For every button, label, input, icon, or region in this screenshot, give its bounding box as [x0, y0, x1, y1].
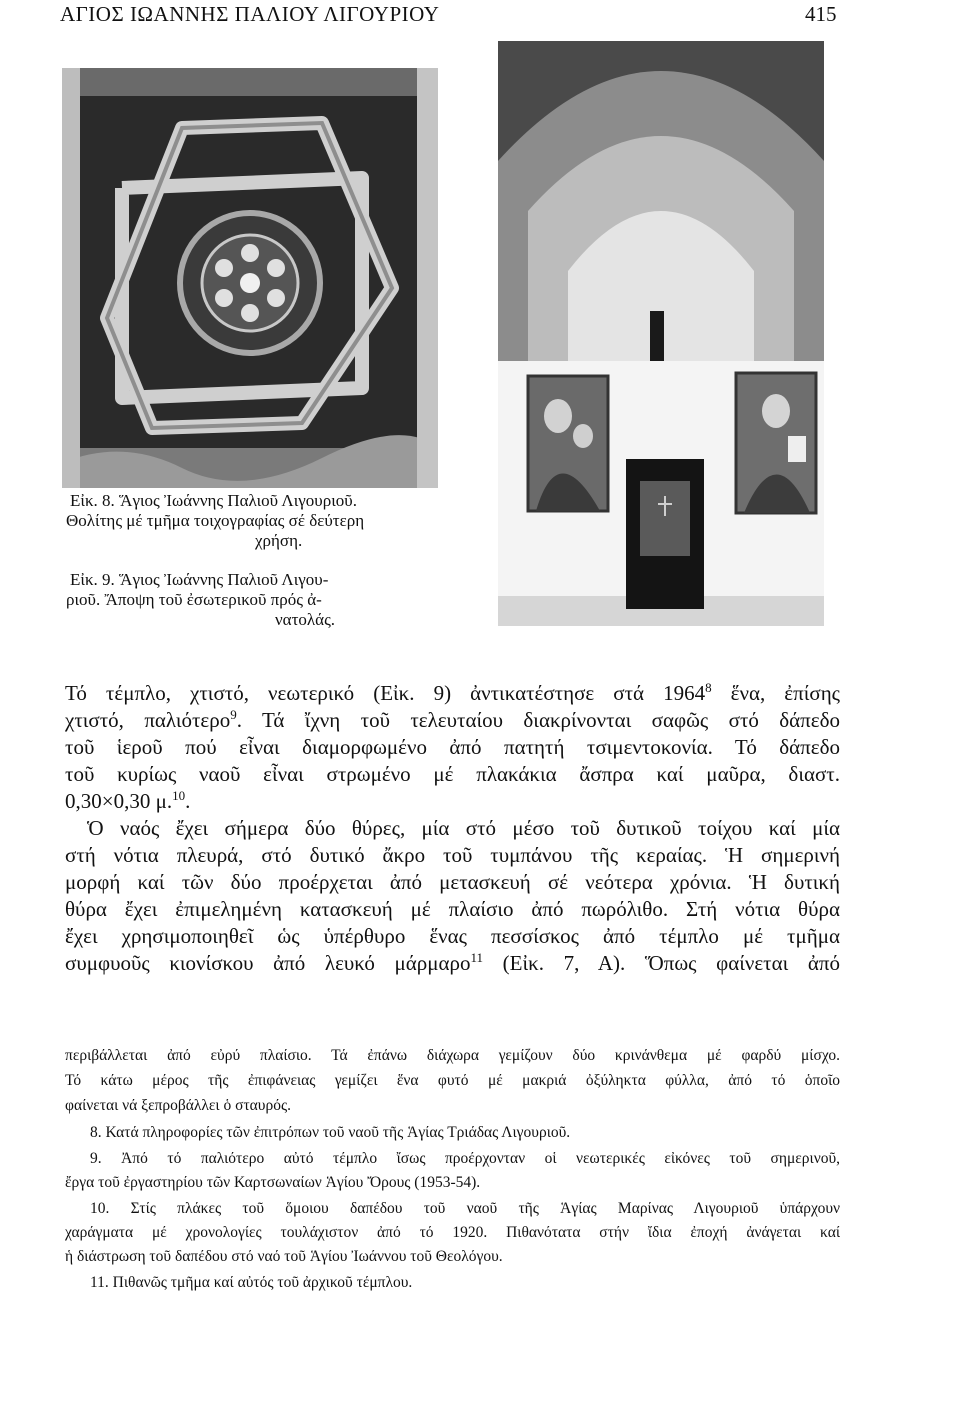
footnote-ref: 9 — [230, 707, 237, 722]
footnote-line: χαράγματα μέ χρονολογίες τουλάχιστον ἀπό τό 1920. Πιθανότατα στήν ἴδια ἐποχή ἀνάγεται καί — [65, 1224, 840, 1241]
footnote-line: 10. Στίς πλάκες τοῦ ὅμοιου δαπέδου τοῦ ναοῦ τῆς Ἁγίας Μαρίνας Λιγουριοῦ ὑπάρχουν — [90, 1200, 840, 1217]
body-paragraph-line: χτιστό, παλιότερο$^9$. Τά ἴχνη τοῦ τελευταίου διακρίνονται σαφῶς στό δάπεδο — [65, 707, 840, 732]
page-number: 415 — [805, 2, 837, 26]
footnote-line: ἔργα τοῦ ἐργαστηρίου τῶν Καρτσωναίων Ἁγίου Ὄρους (1953-54). — [65, 1174, 481, 1191]
footnote-line: 9. Ἀπό τό παλιότερο αὐτό τέμπλο ἴσως προέρχονταν οἱ νεωτερικές εἰκόνες τοῦ σημερινοῦ, — [90, 1150, 840, 1167]
figure-8-caption-line: Θολίτης μέ τμῆμα τοιχογραφίας σέ δεύτερη — [66, 511, 365, 530]
figure-9-caption-line: ριοῦ. Ἄποψη τοῦ ἐσωτερικοῦ πρός ἀ- — [66, 590, 322, 609]
footnote-line: ἡ διάστρωση τοῦ δαπέδου στό ναό τοῦ Ἁγίου Ἰωάννου τοῦ Θεολόγου. — [65, 1248, 503, 1265]
body-paragraph-line: Τό τέμπλο, χτιστό, νεωτερικό (Εἰκ. 9) ἀντικατέστησε στά 1964$^8$ ἕνα, ἐπίσης — [65, 680, 840, 705]
figure-9-photo — [498, 41, 824, 626]
footnote-line: 8. Κατά πληροφορίες τῶν ἐπιτρόπων τοῦ ναοῦ τῆς Ἁγίας Τριάδας Λιγουριοῦ. — [90, 1124, 571, 1141]
footnote-ref: 8 — [705, 680, 712, 695]
figure-8-caption-line: χρήση. — [255, 531, 303, 550]
footnote-line: περιβάλλεται ἀπό εὐρύ πλαίσιο. Τά ἐπάνω διάχωρα γεμίζουν δύο κρινάνθεμα μέ φαρδύ μίσχο. — [65, 1047, 840, 1064]
figure-8-caption-line: Εἰκ. 8. Ἅγιος Ἰωάννης Παλιοῦ Λιγουριοῦ. — [70, 491, 357, 510]
body-paragraph-line: στή νότια πλευρά, στό δυτικό ἄκρο τοῦ τυμπάνου τῆς κεραίας. Ἡ σημερινή — [65, 843, 840, 867]
body-paragraph-line: συμφυοῦς κιονίσκου ἀπό λευκό μάρμαρο$^{11}$ (Εἰκ. 7, Α). Ὅπως φαίνεται ἀπό — [65, 950, 840, 975]
body-paragraph-line: τοῦ ἱεροῦ πού εἶναι διαμορφωμένο ἀπό πατητή τσιμεντοκονία. Τό δάπεδο — [65, 735, 840, 759]
body-paragraph-line: θύρα ἔχει ἐπιμελημένη κατασκευή μέ πλαίσιο ἀπό πωρόλιθο. Στή νότια θύρα — [65, 897, 840, 921]
body-paragraph-line: ἔχει χρησιμοποιηθεῖ ὡς ὑπέρθυρο ἕνας πεσσίσκος ἀπό τέμπλο μέ τμῆμα — [65, 924, 840, 948]
body-paragraph-line: 0,30×0,30 μ.$^{10}$. — [65, 788, 191, 813]
figure-9-illustration — [498, 41, 824, 626]
footnote-line: 11. Πιθανῶς τμῆμα καί αὐτός τοῦ ἀρχικοῦ τέμπλου. — [90, 1274, 413, 1291]
footnote-line: φαίνεται νά ξεπροβάλλει ὁ σταυρός. — [65, 1097, 291, 1114]
footnote-line: Τό κάτω μέρος τῆς ἐπιφάνειας γεμίζει ἕνα φυτό μέ μακριά ὀξύληκτα φύλλα, ἀπό τό ὁποῖο — [65, 1072, 840, 1089]
figure-8-photo — [62, 68, 438, 488]
footnote-ref: 10 — [172, 788, 186, 803]
body-paragraph-line: Ὁ ναός ἔχει σήμερα δύο θύρες, μία στό μέσο τοῦ δυτικοῦ τοίχου καί μία — [87, 816, 840, 840]
figure-8-illustration — [62, 68, 438, 488]
running-header-title: ΑΓΙΟΣ ΙΩΑΝΝΗΣ ΠΑΛΙΟΥ ΛΙΓΟΥΡΙΟΥ — [60, 2, 440, 26]
footnote-ref: 11 — [470, 950, 484, 965]
figure-9-caption-line: νατολάς. — [275, 610, 336, 629]
body-paragraph-line: τοῦ κυρίως ναοῦ εἶναι στρωμένο μέ πλακάκια ἄσπρα καί μαῦρα, διαστ. — [65, 762, 840, 786]
figure-9-caption-line: Εἰκ. 9. Ἅγιος Ἰωάννης Παλιοῦ Λιγου- — [70, 570, 329, 589]
body-paragraph-line: μορφή καί τῶν δύο προέρχεται ἀπό μετασκευή σέ νεότερα χρόνια. Ἡ δυτική — [65, 870, 840, 894]
